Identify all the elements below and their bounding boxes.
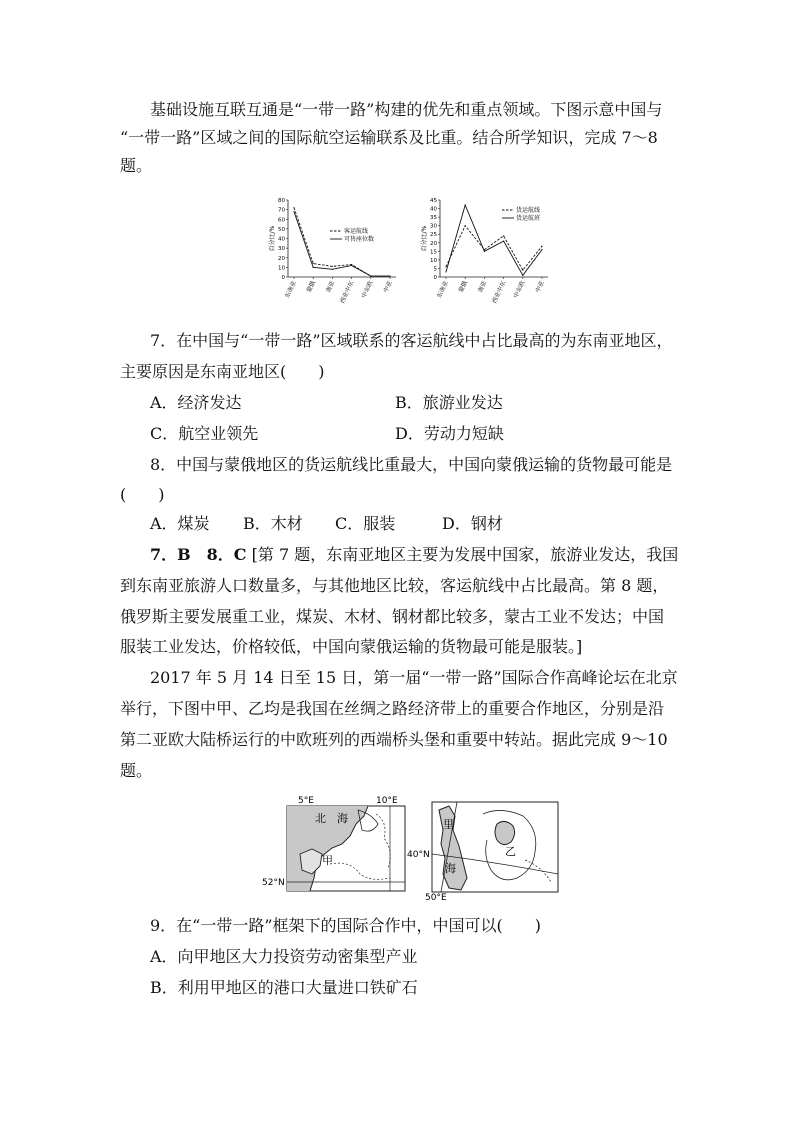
pax-series-2-point [351,265,352,266]
cargo-xtick-label: 中亚 [534,279,546,294]
cargo-series-1-point [541,246,542,247]
cargo-ylabel: 百分比/% [421,225,428,252]
map-region-jia: 甲 [322,854,333,867]
map-sea-caspian-top: 里 [443,818,454,831]
pax-ytick-label: 50 [278,226,285,233]
cargo-xtick-label: 蒙俄 [457,279,470,294]
cargo-xtick-label: 中东欧 [512,279,527,300]
cargo-ytick-label: 40 [430,206,437,213]
q7-option-b[interactable]: B．旅游业发达 [395,393,503,412]
pax-ytick-label: 30 [278,246,285,253]
q7-option-c[interactable]: C．航空业领先 [150,424,259,443]
cargo-series-2-point [503,240,504,241]
pax-series-2-point [332,269,333,270]
pax-legend-label-1: 客运航线 [344,228,369,235]
pax-ytick-label: 40 [278,236,285,243]
answer-line-3: 俄罗斯主要发展重工业，煤炭、木材、钢材都比较多，蒙古工业不发达；中国 [120,607,665,626]
q8-option-c[interactable]: C．服装 [335,514,396,533]
cargo-ytick-label: 30 [430,223,437,230]
pax-xtick-label: 蒙俄 [305,279,318,294]
pax-series-1-point [332,266,333,267]
map-lon-5e: 5°E [298,796,314,806]
cargo-series-2-point [445,271,446,272]
pax-series-1-point [313,263,314,264]
pax-ytick-label: 20 [278,255,285,262]
q9-line: 9．在“一带一路”框架下的国际合作中，中国可以( ) [150,916,542,935]
q8-option-a[interactable]: A．煤炭 [150,514,210,533]
passenger-line-chart [268,195,403,310]
cargo-ytick-label: 25 [430,232,437,239]
pax-series-2-point [313,267,314,268]
answer-line-2: 到东南亚旅游人口数量多，与其他地区比较，客运航线中占比最高。第 8 题， [120,576,669,595]
answer-block [150,545,678,565]
q8-option-b[interactable]: B．木材 [243,514,303,533]
q9-option-a[interactable]: A．向甲地区大力投资劳动密集型产业 [150,947,418,966]
intro-line-1: 基础设施互联互通是“一带一路”构建的优先和重点领域。下图示意中国与 [150,100,663,119]
cargo-series-1-line [446,226,542,270]
q8-option-d[interactable]: D．钢材 [442,514,503,533]
intro2-line-3: 第二亚欧大陆桥运行的中欧班列的西端桥头堡和重要中转站。据此完成 9～10 [120,730,668,749]
answer-line-1: [第 7 题，东南亚地区主要为发展中国家，旅游业发达，我国 [251,545,679,564]
cargo-series-1-point [522,270,523,271]
map-sea-north: 北 海 [315,812,348,825]
q7-line-2: 主要原因是东南亚地区( ) [120,362,325,381]
cargo-ytick-label: 10 [430,257,437,264]
pax-ytick-label: 80 [278,198,285,204]
q8-line-2: ( ) [120,485,165,504]
intro-line-3: 题。 [120,156,153,175]
pax-ytick-label: 10 [278,265,285,272]
intro2-line-4: 题。 [120,761,153,780]
pax-ylabel: 百分比/% [269,225,276,252]
cargo-series-2-point [465,205,466,206]
pax-xtick-label: 南亚 [324,279,337,294]
cargo-ytick-label: 0 [433,275,437,281]
pax-legend-label-2: 可售座位数 [344,236,375,243]
map-lat-40n: 40°N [407,850,430,860]
cargo-ytick-label: 45 [430,198,437,204]
pax-series-2-line [294,212,390,276]
q7-option-d[interactable]: D．劳动力短缺 [395,424,504,443]
answer-line-4: 服装工业发达，价格较低，中国向蒙俄运输的货物最可能是服装。] [120,637,583,656]
cargo-series-2-point [484,251,485,252]
pax-series-1-line [294,208,390,276]
answer-label: 7．B 8．C [150,545,247,564]
cargo-ytick-label: 5 [433,266,437,273]
intro2-line-1: 2017 年 5 月 14 日至 15 日，第一届“一带一路”国际合作高峰论坛在北京 [150,668,678,687]
pax-xtick-label: 西亚中东 [338,279,356,305]
pax-xtick-label: 中亚 [382,279,394,294]
pax-xtick-label: 东南亚 [283,279,298,300]
cargo-series-1-point [503,235,504,236]
cargo-ytick-label: 20 [430,240,437,247]
q9-option-b[interactable]: B．利用甲地区的港口大量进口铁矿石 [150,978,418,997]
cargo-ytick-label: 35 [430,215,437,222]
pax-ytick-label: 0 [281,275,285,281]
pax-ytick-label: 70 [278,207,285,214]
pax-series-2-point [370,275,371,276]
q8-line-1: 8．中国与蒙俄地区的货运航线比重最大，中国向蒙俄运输的货物最可能是 [150,455,673,474]
intro-line-2: “一带一路”区域之间的国际航空运输联系及比重。结合所学知识，完成 7～8 [120,128,658,147]
pax-series-2-point [293,211,294,212]
cargo-series-2-point [522,275,523,276]
map-jia [260,794,410,898]
map-sea-caspian-bottom: 海 [445,862,456,875]
cargo-series-1-point [445,266,446,267]
cargo-legend-label-1: 货运航线 [516,207,541,214]
pax-series-1-point [293,207,294,208]
cargo-series-2-point [541,249,542,250]
q7-line-1: 7．在中国与“一带一路”区域联系的客运航线中占比最高的为东南亚地区， [150,331,673,350]
map-region-yi: 乙 [505,845,516,858]
cargo-xtick-label: 西亚中东 [490,279,508,305]
pax-xtick-label: 中东欧 [360,279,375,300]
intro2-line-2: 举行，下图中甲、乙均是我国在丝绸之路经济带上的重要合作地区，分别是沿 [120,699,665,718]
cargo-xtick-label: 南亚 [476,279,489,294]
pax-ytick-label: 60 [278,217,285,224]
cargo-line-chart [420,195,555,310]
pax-series-2-point [389,275,390,276]
q7-option-a[interactable]: A．经济发达 [150,393,242,412]
cargo-legend-label-2: 货运航班 [516,215,541,222]
map-yi [405,800,560,900]
map-lat-52n: 52°N [262,878,285,888]
cargo-ytick-label: 15 [430,249,437,256]
map-lon-10e: 10°E [376,796,398,806]
cargo-series-1-point [465,225,466,226]
map-lon-50e: 50°E [425,893,447,900]
cargo-xtick-label: 东南亚 [435,279,450,300]
